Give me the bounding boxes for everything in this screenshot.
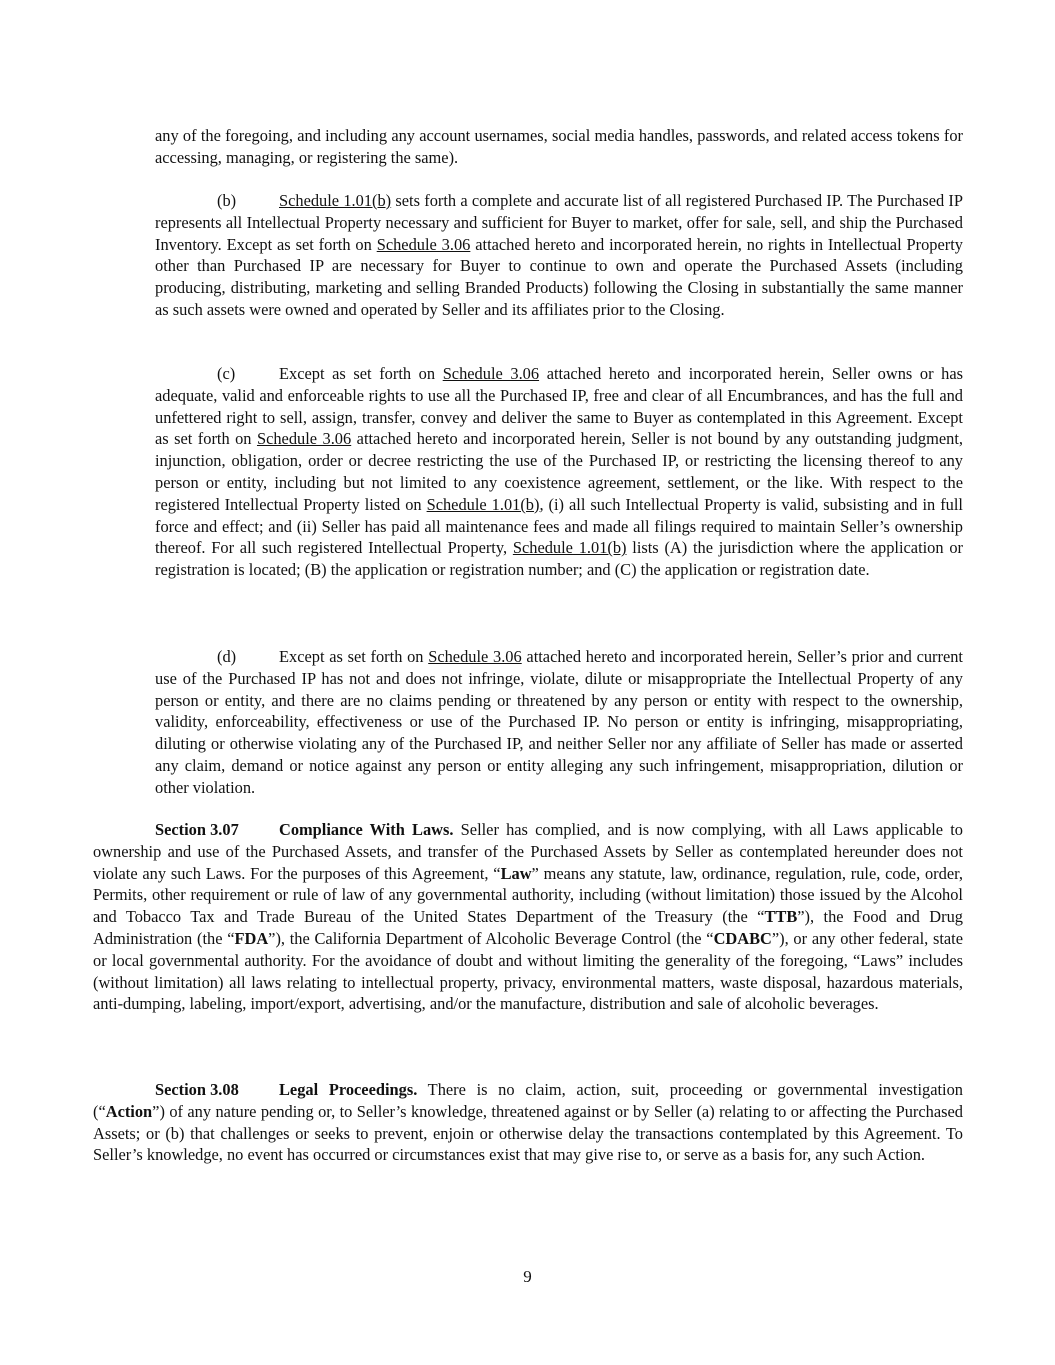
section-text: There is no claim, action, suit, proceeding or governmental investigation (“: [93, 1080, 963, 1121]
section-text: ”), the California Department of Alcoholic Beverage Control (the “: [268, 928, 714, 948]
section-text: ”), or any other federal, state or local governmental authority. For the avoidance of doubt and without limiting the generality of the foregoing, “Laws” includes (without limitation) all laws relating to intellectual property, privacy, environmental matters, waste disposal, hazardous materials, anti-dumping, labeling, import/export, advertising, and/or the manufacture, distribution and sale of alcoholic beverages.: [93, 928, 963, 1014]
schedule-ref: Schedule 3.06: [376, 234, 471, 254]
section-3-07: [93, 819, 963, 1015]
paragraph-c-label: (c): [217, 364, 236, 383]
paragraph-text: Except as set forth on: [279, 364, 443, 383]
paragraph-text: Except as set forth on: [279, 647, 429, 666]
paragraph-b-label: (b): [217, 191, 237, 210]
section-3-08: [93, 1079, 963, 1166]
section-text: ”), the Food and Drug Administration (the “: [93, 907, 963, 948]
section-text: Seller has complied, and is now complying, with all Laws applicable to ownership and use of the Purchased Assets, and transfer of the Purchased Assets by Seller as contemplated hereunder does not violate any such Laws. For the purposes of this Agreement, “: [93, 820, 963, 883]
paragraph-text: attached hereto and incorporated herein, Seller’s prior and current use of the Purchased IP has not and does not infringe, violate, dilute or misappropriate the Intellectual Property of any person or entity, and there are no claims pending or threatened by any person or entity with respect to the ownership, validity, enforceability, effectiveness or use of the Purchased IP. No person or entity is infringing, misappropriating, diluting or otherwise violating any of the Purchased IP, and neither Seller nor any affiliate of Seller has made or asserted any claim, demand or notice against any person or entity alleging any such infringement, misappropriation, dilution or other violation.: [155, 647, 963, 797]
section-text: ” means any statute, law, ordinance, regulation, rule, code, order, Permits, other requirement or rule of law of any governmental authority, including (without limitation) those issued by the Alcohol and Tobacco Tax and Trade Bureau of the United States Department of the Treasury (the “: [93, 863, 963, 927]
paragraph-text: sets forth a complete and accurate list of all registered Purchased IP. The Purchased IP represents all Intellectual Property necessary and sufficient for Buyer to market, offer for sale, sell, and ship the Purchased Inventory. Except as set forth on: [155, 191, 963, 254]
schedule-ref: Schedule 1.01(b): [426, 494, 540, 514]
schedule-ref: Schedule 1.01(b): [512, 538, 627, 558]
section-title: Legal Proceedings.: [279, 1080, 418, 1099]
page-number: 9: [523, 1267, 532, 1286]
paragraph-text: attached hereto and incorporated herein, Seller is not bound by any outstanding judgment, injunction, obligation, order or decree restricting the use of the Purchased IP, or restricting the licensing thereof to any person or entity, including but not limited to any coexistence agreement, settlement, or the like. With respect to the registered Intellectual Property listed on: [155, 429, 963, 514]
paragraph-c: [155, 363, 963, 581]
schedule-ref: Schedule 3.06: [442, 364, 540, 383]
section-title: Compliance With Laws.: [279, 820, 454, 839]
continuation-text: any of the foregoing, and including any account usernames, social media handles, passwords, and related access tokens for accessing, managing, or registering the same).: [155, 126, 963, 167]
schedule-ref: Schedule 3.06: [428, 647, 522, 666]
paragraph-text: attached hereto and incorporated herein, Seller owns or has adequate, valid and enforceable rights to use all the Purchased IP, free and clear of all Encumbrances, and has the full and unfettered right to sell, assign, transfer, convey and deliver the same to Buyer as contemplated in this Agreement. Except as set forth on: [155, 364, 964, 449]
paragraph-b: [155, 190, 963, 321]
continuation-paragraph: [155, 125, 963, 169]
paragraph-text: attached hereto and incorporated herein, no rights in Intellectual Property other than Purchased IP are necessary for Buyer to continue to own and operate the Purchased Assets (including producing, distributing, marketing and selling Branded Products) following the Closing in substantially the same manner as such assets were owned and operated by Seller and its affiliates prior to the Closing.: [155, 234, 963, 319]
defined-term: FDA: [234, 928, 269, 948]
paragraph-text: , (i) all such Intellectual Property is valid, subsisting and in full force and effect; and (ii) Seller has paid all maintenance fees and made all filings required to maintain Seller’s ownership thereof. For all such registered Intellectual Property,: [155, 494, 963, 558]
paragraph-d: [155, 646, 963, 799]
section-text: ”) of any nature pending or, to Seller’s knowledge, threatened against or by Seller (a) relating to or affecting the Purchased Assets; or (b) that challenges or seeks to prevent, enjoin or otherwise delay the transactions contemplated by this Agreement. To Seller’s knowledge, no event has occurred or circumstances exist that may give rise to, or serve as a basis for, any such Action.: [93, 1101, 963, 1165]
schedule-ref: Schedule 1.01(b): [279, 191, 392, 210]
defined-term: Action: [105, 1101, 153, 1121]
paragraph-text: lists (A) the jurisdiction where the application or registration is located; (B) the application or registration number; and (C) the application or registration date.: [155, 538, 963, 580]
defined-term: Law: [500, 863, 532, 883]
paragraph-d-label: (d): [217, 647, 237, 666]
defined-term: TTB: [764, 907, 798, 927]
section-number: Section 3.07: [155, 820, 239, 839]
section-number: Section 3.08: [155, 1080, 239, 1099]
schedule-ref: Schedule 3.06: [256, 429, 352, 449]
defined-term: CDABC: [713, 928, 772, 948]
